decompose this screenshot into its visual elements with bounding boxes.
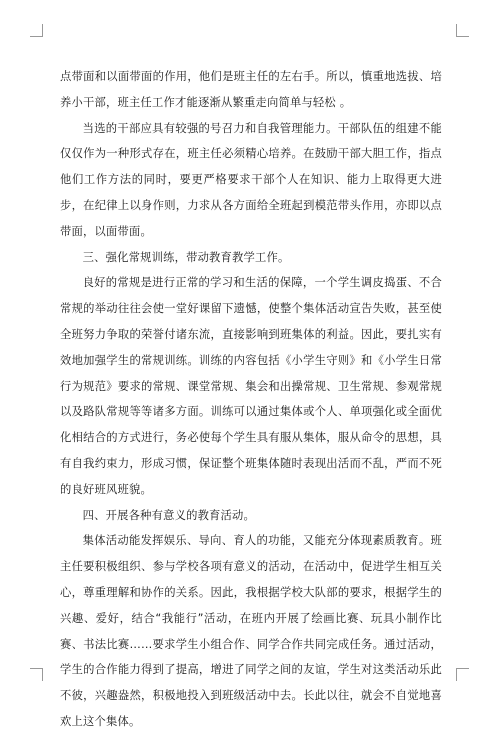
crop-mark-top-left [30,24,43,37]
paragraph-collective-activities: 集体活动能发挥娱乐、导向、育人的功能，又能充分体现素质教育。班主任要积极组织、参与学校各项有意义的活动，在活动中，促进学生相互关心，尊重理解和协作的关系。因此，我根据学校大队部的要求，根据学生的兴趣、爱好，结合“我能行”活动，在班内开展了绘画比赛、玩具小制作比赛、书法比赛……要求学生小组合作、同学合作共同完成任务。通过活动，学生的合作能力得到了提高，增进了同学之间的友谊，学生对这类活动乐此不彼，兴趣盎然，积极地投入到班级活动中去。长此以往，就会不自觉地喜欢上这个集体。 [60,534,442,728]
section-heading-3: 三、强化常规训练，带动教育教学工作。 [82,250,290,264]
paragraph-continuation: 点带面和以面带面的作用，他们是班主任的左右手。所以，慎重地选拔、培养小干部，班主任工作才能逐渐从繁重走向简单与轻松 。 [60,70,442,109]
document-body [60,64,442,735]
crop-mark-bottom-left [30,668,43,681]
crop-mark-bottom-right [456,668,469,681]
section-heading-4: 四、开展各种有意义的教育活动。 [82,508,256,522]
crop-mark-top-right [456,24,469,37]
paragraph-cadre-training: 当选的干部应具有较强的号召力和自我管理能力。干部队伍的组建不能仅仅作为一种形式存在，班主任必须精心培养。在鼓励干部大胆工作，指点他们工作方法的同时，要更严格要求干部个人在知识、能力上取得更大进步，在纪律上以身作则，力求从各方面给全班起到模范带头作用，亦即以点带面，以面带面。 [60,121,442,238]
paragraph-routine-training: 良好的常规是进行正常的学习和生活的保障，一个学生调皮捣蛋、不合常规的举动往往会使一堂好课留下遗憾，使整个集体活动宣告失败，甚至使全班努力争取的荣誉付诸东流，直接影响到班集体的利益。因此，要扎实有效地加强学生的常规训练。训练的内容包括《小学生守则》和《小学生日常行为规范》要求的常规、课堂常规、集会和出操常规、卫生常规、参观常规以及路队常规等等诸多方面。训练可以通过集体或个人、单项强化或全面优化相结合的方式进行，务必使每个学生具有服从集体，服从命令的思想，具有自我约束力，形成习惯，保证整个班集体随时表现出活而不乱，严而不死的良好班风班貌。 [60,276,442,496]
